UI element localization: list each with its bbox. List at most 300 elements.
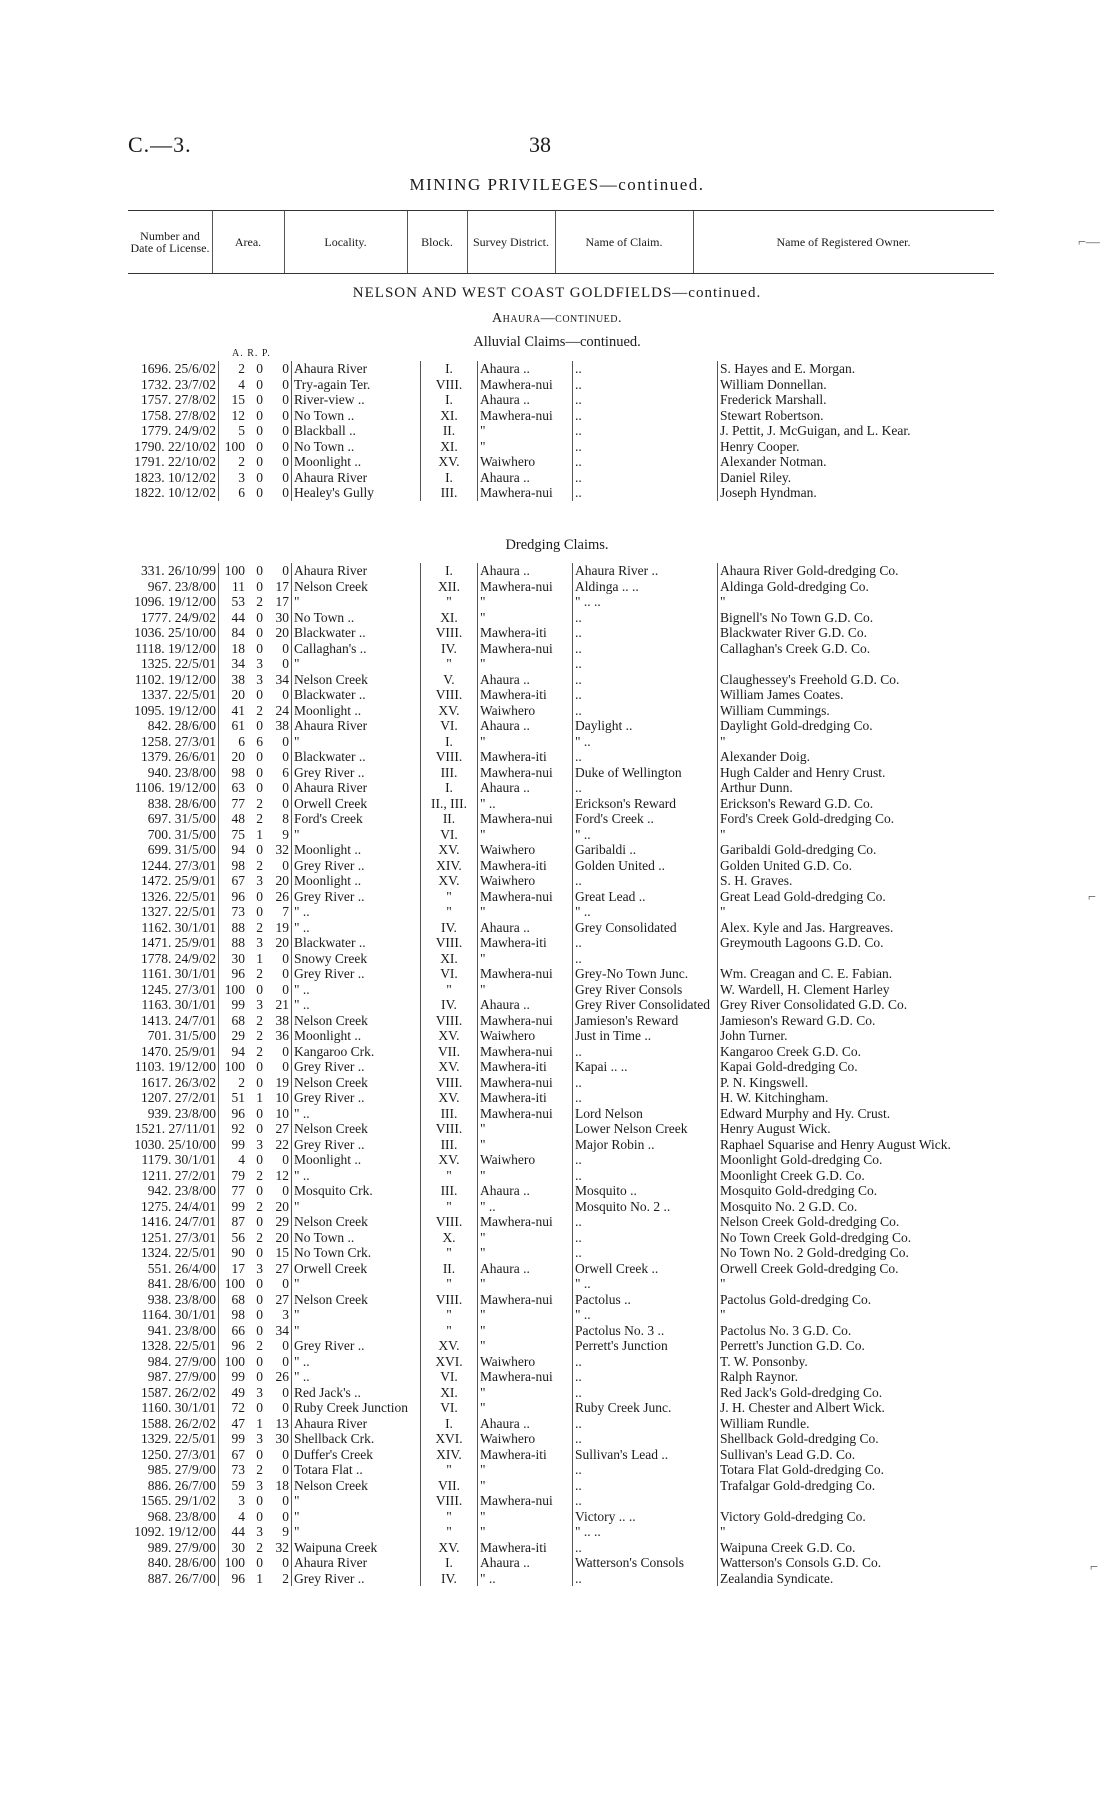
area-perches-cell: 22 (265, 1137, 292, 1153)
license-cell: 1696. 25/6/02 (110, 361, 219, 377)
table-row (110, 920, 1000, 936)
block-cell: III. (421, 1106, 478, 1122)
area-perches-cell: 32 (265, 842, 292, 858)
area-roods-cell: 0 (256, 1074, 263, 1090)
locality-cell: Shellback Crk. (292, 1431, 421, 1447)
license-cell: 700. 31/5/00 (110, 827, 219, 843)
area-perches-cell: 18 (265, 1478, 292, 1494)
section-title: NELSON AND WEST COAST GOLDFIELDS—continued. (352, 285, 762, 301)
area-roods-cell: 0 (256, 392, 263, 407)
district-cell: Mawhera-nui (478, 765, 573, 781)
area-perches-cell: 0 (265, 749, 292, 765)
table-row (110, 1090, 1000, 1106)
table-row (110, 1183, 1000, 1199)
locality-cell: Duffer's Creek (292, 1447, 421, 1463)
owner-cell: Stewart Robertson. (720, 407, 824, 423)
locality-cell: Snowy Creek (292, 951, 421, 967)
claim-name-cell: .. (573, 951, 718, 967)
area-perches-cell: 0 (265, 1447, 292, 1463)
district-cell: Ahaura .. (478, 672, 573, 688)
owner-cell: Victory Gold-dredging Co. (720, 1508, 866, 1524)
license-cell: 1823. 10/12/02 (110, 470, 219, 486)
area-roods-cell: 0 (256, 1369, 263, 1384)
block-cell: I. (421, 563, 478, 579)
area-acres-cell: 4 (238, 1152, 245, 1167)
claim-name-cell: " .. .. (573, 594, 718, 610)
table-row (110, 951, 1000, 967)
license-cell: 1758. 27/8/02 (110, 408, 219, 424)
area-roods-cell: 0 (256, 1446, 263, 1462)
district-cell: Waiwhero (478, 842, 573, 858)
district-cell: Mawhera-nui (478, 1369, 573, 1385)
block-cell: I. (421, 470, 478, 486)
area-perches-cell: 36 (265, 1028, 292, 1044)
block-cell: VI. (421, 827, 478, 843)
locality-cell: Orwell Creek (292, 796, 421, 812)
owner-cell: Zealandia Syndicate. (720, 1570, 834, 1586)
block-cell: XIV. (421, 858, 478, 874)
locality-cell: Ahaura River (292, 361, 421, 377)
area-roods-cell: 0 (256, 469, 263, 485)
block-cell: VIII. (421, 749, 478, 765)
table-row (110, 610, 1000, 626)
district-cell: " .. (478, 796, 573, 812)
locality-cell: Ruby Creek Junction (292, 1400, 421, 1416)
block-cell: XVI. (421, 1431, 478, 1447)
license-cell: 941. 23/8/00 (110, 1323, 219, 1339)
owner-cell: Grey River Consolidated G.D. Co. (720, 997, 908, 1012)
block-cell: XV. (421, 1090, 478, 1106)
claim-name-cell: Ruby Creek Junc. (573, 1400, 718, 1416)
block-cell: XV. (421, 703, 478, 719)
license-cell: 1471. 25/9/01 (110, 935, 219, 951)
locality-cell: " (292, 1199, 421, 1215)
area-roods-cell: 2 (256, 795, 263, 811)
area-perches-cell: 34 (265, 672, 292, 688)
owner-cell: No Town No. 2 Gold-dredging Co. (720, 1245, 909, 1260)
claim-name-cell: .. (573, 1230, 718, 1246)
claim-name-cell: Golden United .. (573, 858, 718, 874)
table-row (110, 1013, 1000, 1029)
area-acres-cell: 73 (231, 1462, 245, 1477)
claim-name-cell: Erickson's Reward (573, 796, 718, 812)
col-survey-district: Survey District. (467, 211, 556, 273)
area-acres-cell: 48 (231, 811, 245, 826)
owner-cell: Trafalgar Gold-dredging Co. (720, 1477, 876, 1493)
district-cell: Mawhera-iti (478, 1540, 573, 1556)
locality-cell: Moonlight .. (292, 873, 421, 889)
owner-cell: Blackwater River G.D. Co. (720, 625, 867, 640)
area-acres-cell: 96 (231, 1570, 245, 1586)
district-cell: Ahaura .. (478, 997, 573, 1013)
block-cell: VIII. (421, 1292, 478, 1308)
block-cell: XV. (421, 454, 478, 470)
license-cell: 1732. 23/7/02 (110, 377, 219, 393)
area-roods-cell: 0 (256, 485, 263, 500)
license-cell: 331. 26/10/99 (110, 563, 219, 579)
claim-name-cell: " .. (573, 1276, 718, 1292)
license-cell: 989. 27/9/00 (110, 1540, 219, 1556)
license-cell: 1164. 30/1/01 (110, 1307, 219, 1323)
area-acres-cell: 6 (238, 485, 245, 500)
district-cell: Mawhera-nui (478, 408, 573, 424)
block-cell: I. (421, 1555, 478, 1571)
license-cell: 1102. 19/12/00 (110, 672, 219, 688)
table-row (110, 1385, 1000, 1401)
district-cell: Ahaura .. (478, 780, 573, 796)
table-row (110, 1028, 1000, 1044)
block-cell: XII. (421, 579, 478, 595)
locality-cell: " (292, 1276, 421, 1292)
area-roods-cell: 0 (256, 904, 263, 919)
area-perches-cell: 24 (265, 703, 292, 719)
block-cell: XI. (421, 610, 478, 626)
block-cell: I. (421, 734, 478, 750)
owner-cell: William Cummings. (720, 702, 830, 718)
license-cell: 1379. 26/6/01 (110, 749, 219, 765)
area-acres-cell: 99 (231, 1136, 245, 1152)
claim-name-cell: .. (573, 1354, 718, 1370)
license-cell: 985. 27/9/00 (110, 1462, 219, 1478)
license-cell: 1095. 19/12/00 (110, 703, 219, 719)
block-cell: XI. (421, 951, 478, 967)
area-roods-cell: 0 (256, 1121, 263, 1136)
district-cell: Waiwhero (478, 1354, 573, 1370)
block-cell: IV. (421, 997, 478, 1013)
locality-cell: Totara Flat .. (292, 1462, 421, 1478)
area-acres-cell: 88 (231, 919, 245, 935)
table-row (110, 1075, 1000, 1091)
area-roods-cell: 0 (256, 780, 263, 795)
locality-cell: Nelson Creek (292, 1075, 421, 1091)
locality-cell: " .. (292, 982, 421, 998)
locality-cell: " (292, 1509, 421, 1525)
area-acres-cell: 56 (231, 1229, 245, 1245)
locality-cell: No Town .. (292, 1230, 421, 1246)
claim-name-cell: .. (573, 1571, 718, 1587)
claim-name-cell: .. (573, 935, 718, 951)
area-perches-cell: 0 (265, 1509, 292, 1525)
locality-cell: No Town .. (292, 408, 421, 424)
license-cell: 968. 23/8/00 (110, 1509, 219, 1525)
district-cell: Mawhera-iti (478, 1090, 573, 1106)
owner-cell: Jamieson's Reward G.D. Co. (720, 1012, 876, 1028)
block-cell: XV. (421, 1059, 478, 1075)
area-perches-cell: 0 (265, 966, 292, 982)
locality-cell: " (292, 827, 421, 843)
area-perches-cell: 0 (265, 858, 292, 874)
area-perches-cell: 20 (265, 625, 292, 641)
claim-name-cell: .. (573, 454, 718, 470)
area-acres-cell: 87 (231, 1214, 245, 1229)
area-roods-cell: 0 (256, 1493, 263, 1508)
locality-cell: Waipuna Creek (292, 1540, 421, 1556)
locality-cell: Blackball .. (292, 423, 421, 439)
license-cell: 1211. 27/2/01 (110, 1168, 219, 1184)
area-roods-cell: 0 (256, 1291, 263, 1307)
locality-cell: Ahaura River (292, 470, 421, 486)
locality-cell: " .. (292, 1369, 421, 1385)
claim-name-cell: Just in Time .. (573, 1028, 718, 1044)
district-cell: " (478, 439, 573, 455)
area-perches-cell: 0 (265, 951, 292, 967)
table-row (110, 1571, 1000, 1587)
table-row (110, 1230, 1000, 1246)
locality-cell: " (292, 734, 421, 750)
owner-cell: Alexander Notman. (720, 454, 827, 469)
table-row (110, 1540, 1000, 1556)
owner-cell: Moonlight Gold-dredging Co. (720, 1152, 883, 1167)
area-perches-cell: 19 (265, 1075, 292, 1091)
dredging-claims-table (110, 563, 1000, 1586)
owner-cell: Perrett's Junction G.D. Co. (720, 1338, 865, 1353)
table-row (110, 408, 1000, 424)
license-cell: 1617. 26/3/02 (110, 1075, 219, 1091)
area-perches-cell: 0 (265, 1059, 292, 1075)
district-cell: Waiwhero (478, 1431, 573, 1447)
license-cell: 1179. 30/1/01 (110, 1152, 219, 1168)
locality-cell: Callaghan's .. (292, 641, 421, 657)
claim-name-cell: Sullivan's Lead .. (573, 1447, 718, 1463)
area-acres-cell: 94 (231, 842, 245, 857)
block-cell: III. (421, 1183, 478, 1199)
area-roods-cell: 0 (256, 361, 263, 376)
district-cell: Ahaura .. (478, 1416, 573, 1432)
table-row (110, 439, 1000, 455)
locality-cell: " (292, 1493, 421, 1509)
claim-name-cell: Great Lead .. (573, 889, 718, 905)
area-acres-cell: 100 (224, 1353, 245, 1369)
area-acres-cell: 72 (231, 1400, 245, 1415)
block-cell: XV. (421, 1028, 478, 1044)
district-cell: Mawhera-iti (478, 625, 573, 641)
area-roods-cell: 1 (256, 1570, 263, 1586)
claim-name-cell: .. (573, 408, 718, 424)
district-cell: Mawhera-nui (478, 966, 573, 982)
locality-cell: Blackwater .. (292, 625, 421, 641)
district-cell: Mawhera-iti (478, 1447, 573, 1463)
claim-name-cell: Grey River Consolidated (573, 997, 718, 1013)
claim-name-cell: Mosquito No. 2 .. (573, 1199, 718, 1215)
claim-name-cell: .. (573, 1462, 718, 1478)
area-roods-cell: 2 (256, 1338, 263, 1353)
col-license: Number and Date of License. (128, 211, 213, 273)
owner-cell: Watterson's Consols G.D. Co. (720, 1555, 882, 1570)
claim-name-cell: Major Robin .. (573, 1137, 718, 1153)
area-roods-cell: 0 (256, 609, 263, 625)
area-roods-cell: 2 (256, 966, 263, 981)
block-cell: VI. (421, 966, 478, 982)
group-heading-alluvial: Alluvial Claims—continued. (473, 334, 641, 350)
district-cell: Mawhera-nui (478, 811, 573, 827)
locality-cell: Nelson Creek (292, 672, 421, 688)
area-roods-cell: 2 (256, 1229, 263, 1245)
license-cell: 1588. 26/2/02 (110, 1416, 219, 1432)
claim-name-cell: .. (573, 1090, 718, 1106)
district-cell: Waiwhero (478, 703, 573, 719)
group-heading-dredging: Dredging Claims. (505, 537, 609, 553)
claim-name-cell: Ford's Creek .. (573, 811, 718, 827)
area-perches-cell: 0 (265, 408, 292, 424)
owner-cell: Pactolus No. 3 G.D. Co. (720, 1322, 852, 1338)
license-cell: 842. 28/6/00 (110, 718, 219, 734)
area-acres-cell: 44 (231, 609, 245, 625)
area-acres-cell: 100 (224, 1555, 245, 1570)
area-acres-cell: 99 (231, 1431, 245, 1446)
table-row (110, 703, 1000, 719)
area-roods-cell: 0 (256, 1276, 263, 1291)
area-perches-cell: 0 (265, 1338, 292, 1354)
area-perches-cell: 0 (265, 1152, 292, 1168)
owner-cell: J. Pettit, J. McGuigan, and L. Kear. (720, 423, 911, 438)
area-perches-cell: 0 (265, 454, 292, 470)
area-roods-cell: 3 (256, 935, 263, 950)
block-cell: VIII. (421, 1214, 478, 1230)
block-cell: VII. (421, 1044, 478, 1060)
area-roods-cell: 0 (256, 438, 263, 454)
table-row (110, 361, 1000, 377)
table-row (110, 935, 1000, 951)
area-acres-cell: 20 (231, 749, 245, 764)
area-acres-cell: 30 (231, 1539, 245, 1555)
license-cell: 1329. 22/5/01 (110, 1431, 219, 1447)
margin-mark: ⌐ (1088, 890, 1096, 905)
block-cell: VIII. (421, 377, 478, 393)
block-cell: XV. (421, 842, 478, 858)
district-cell: " (478, 951, 573, 967)
area-roods-cell: 3 (256, 1260, 263, 1276)
area-roods-cell: 0 (256, 454, 263, 469)
locality-cell: Ahaura River (292, 780, 421, 796)
block-cell: VIII. (421, 1121, 478, 1137)
license-cell: 1337. 22/5/01 (110, 687, 219, 703)
area-perches-cell: 0 (265, 377, 292, 393)
locality-cell: Moonlight .. (292, 1028, 421, 1044)
owner-cell: Kapai Gold-dredging Co. (720, 1059, 858, 1074)
claim-name-cell: .. (573, 1044, 718, 1060)
claim-name-cell: Perrett's Junction (573, 1338, 718, 1354)
area-acres-cell: 100 (224, 981, 245, 997)
area-roods-cell: 2 (256, 1462, 263, 1477)
area-roods-cell: 2 (256, 857, 263, 873)
area-acres-cell: 2 (238, 1074, 245, 1090)
block-cell: " (421, 1199, 478, 1215)
area-acres-cell: 61 (231, 718, 245, 733)
area-acres-cell: 38 (231, 671, 245, 687)
claim-name-cell: .. (573, 1152, 718, 1168)
block-cell: XIV. (421, 1447, 478, 1463)
claim-name-cell: Mosquito .. (573, 1183, 718, 1199)
claim-name-cell: Grey River Consols (573, 982, 718, 998)
license-cell: 1245. 27/3/01 (110, 982, 219, 998)
locality-cell: Nelson Creek (292, 1292, 421, 1308)
block-cell: " (421, 1323, 478, 1339)
locality-cell: " (292, 1323, 421, 1339)
area-roods-cell: 0 (256, 1555, 263, 1570)
page-number: 38 (529, 132, 551, 157)
table-row (110, 1106, 1000, 1122)
table-row (110, 1478, 1000, 1494)
district-cell: Mawhera-nui (478, 1214, 573, 1230)
locality-cell: Grey River .. (292, 1137, 421, 1153)
area-acres-cell: 4 (238, 376, 245, 392)
area-perches-cell: 3 (265, 1307, 292, 1323)
locality-cell: Grey River .. (292, 765, 421, 781)
block-cell: " (421, 656, 478, 672)
claim-name-cell: .. (573, 1245, 718, 1261)
block-cell: II., III. (421, 796, 478, 812)
area-acres-cell: 99 (231, 997, 245, 1012)
area-roods-cell: 0 (256, 423, 263, 438)
area-roods-cell: 2 (256, 811, 263, 826)
area-roods-cell: 0 (256, 407, 263, 423)
area-perches-cell: 7 (265, 904, 292, 920)
district-cell: Waiwhero (478, 1152, 573, 1168)
owner-cell: " (720, 594, 726, 609)
block-cell: " (421, 1524, 478, 1540)
owner-cell: " (720, 733, 726, 749)
license-cell: 840. 28/6/00 (110, 1555, 219, 1571)
area-acres-cell: 67 (231, 873, 245, 888)
owner-cell: Callaghan's Creek G.D. Co. (720, 640, 871, 656)
district-cell: Mawhera-nui (478, 485, 573, 501)
claim-name-cell: Grey-No Town Junc. (573, 966, 718, 982)
area-acres-cell: 3 (238, 1493, 245, 1508)
block-cell: " (421, 1307, 478, 1323)
district-cell: Mawhera-iti (478, 749, 573, 765)
locality-cell: Nelson Creek (292, 1121, 421, 1137)
license-cell: 699. 31/5/00 (110, 842, 219, 858)
table-row (110, 1416, 1000, 1432)
area-perches-cell: 38 (265, 1013, 292, 1029)
claim-name-cell: .. (573, 1075, 718, 1091)
license-cell: 1790. 22/10/02 (110, 439, 219, 455)
license-cell: 967. 23/8/00 (110, 579, 219, 595)
district-cell: Ahaura .. (478, 361, 573, 377)
area-acres-cell: 75 (231, 826, 245, 842)
claim-name-cell: Victory .. .. (573, 1509, 718, 1525)
area-roods-cell: 3 (256, 997, 263, 1012)
col-area: Area. (212, 211, 285, 273)
block-cell: I. (421, 780, 478, 796)
license-cell: 1470. 25/9/01 (110, 1044, 219, 1060)
district-cell: Mawhera-iti (478, 935, 573, 951)
claim-name-cell: .. (573, 392, 718, 408)
owner-cell: Garibaldi Gold-dredging Co. (720, 842, 877, 857)
area-roods-cell: 6 (256, 733, 263, 749)
area-perches-cell: 0 (265, 423, 292, 439)
table-row (110, 485, 1000, 501)
block-cell: " (421, 594, 478, 610)
block-cell: VIII. (421, 1493, 478, 1509)
locality-cell: " .. (292, 997, 421, 1013)
area-roods-cell: 0 (256, 687, 263, 702)
area-acres-cell: 88 (231, 935, 245, 950)
table-row (110, 1323, 1000, 1339)
block-cell: " (421, 1168, 478, 1184)
district-cell: " (478, 656, 573, 672)
owner-cell: " (720, 826, 726, 842)
locality-cell: Ahaura River (292, 1416, 421, 1432)
claim-name-cell: .. (573, 439, 718, 455)
area-roods-cell: 2 (256, 1167, 263, 1183)
district-cell: " (478, 1478, 573, 1494)
district-cell: " (478, 1307, 573, 1323)
area-perches-cell: 0 (265, 1493, 292, 1509)
district-cell: " (478, 1168, 573, 1184)
area-acres-cell: 59 (231, 1477, 245, 1493)
area-acres-cell: 66 (231, 1322, 245, 1338)
